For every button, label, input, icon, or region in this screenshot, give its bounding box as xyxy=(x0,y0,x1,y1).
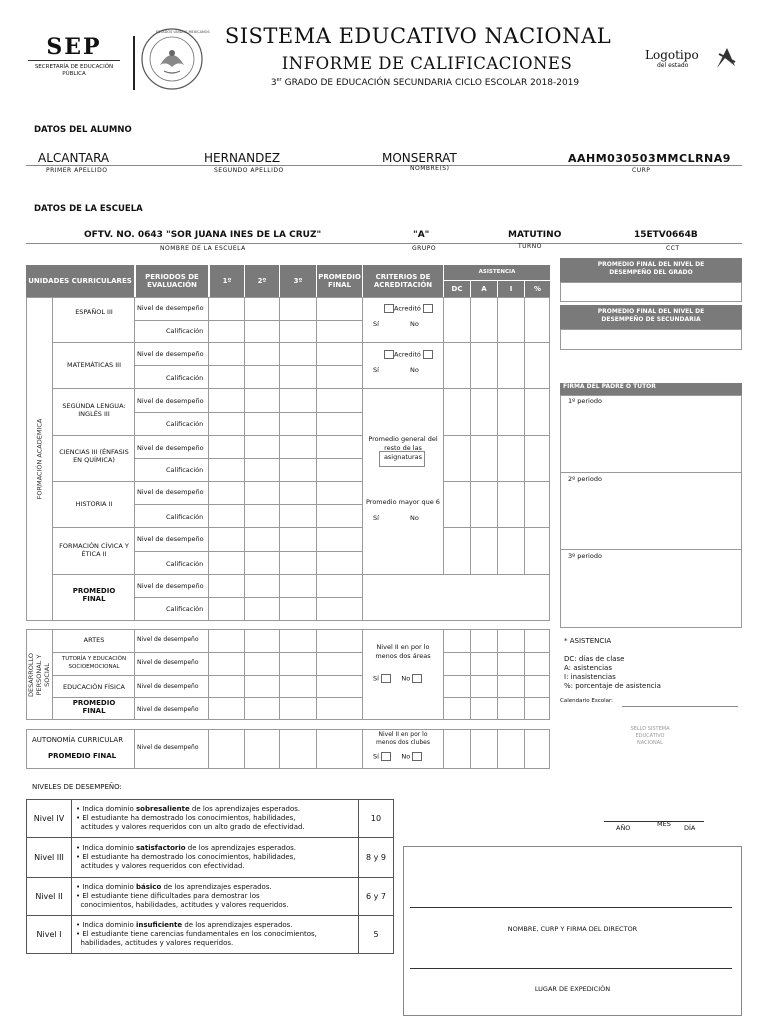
grade-suffix: er xyxy=(276,77,282,83)
no-checkbox[interactable] xyxy=(412,674,422,683)
subject-history: HISTORIA II xyxy=(75,500,113,508)
levels-table xyxy=(26,799,394,954)
no-label: No xyxy=(401,674,411,683)
name-caption: NOMBRE(S) xyxy=(410,165,450,172)
header-dc: DC xyxy=(444,281,470,297)
group-caption: GRUPO xyxy=(412,245,437,252)
row-grade: Calificación xyxy=(166,513,204,521)
date-day: DÍA xyxy=(684,824,696,832)
level-description: • Indica dominio básico de los aprendizajes esperados. • El estudiante tiene dificultades para demostrar los conocimientos, habilidades, actitudes y valores requeridos. xyxy=(72,878,359,916)
date-year: AÑO xyxy=(616,824,631,832)
curp-value: AAHM030503MMCLRNA9 xyxy=(568,152,731,165)
signature-header: FIRMA DEL PADRE O TUTOR xyxy=(560,383,742,395)
attendance-legend-title: * ASISTENCIA xyxy=(564,637,612,645)
second-surname-value: HERNANDEZ xyxy=(204,151,281,165)
header-p3: 3º xyxy=(280,265,316,297)
stamp-text: SELLO SISTEMA EDUCATIVO NACIONAL xyxy=(630,726,670,746)
level-score: 5 xyxy=(359,916,394,954)
sep-logo-text: SEP xyxy=(46,34,102,60)
school-underline xyxy=(26,243,742,244)
school-section-title: DATOS DE LA ESCUELA xyxy=(34,204,143,214)
sep-name: SECRETARÍA DE EDUCACIÓN PÚBLICA xyxy=(34,64,114,77)
grade-text: GRADO DE EDUCACIÓN SECUNDARIA CICLO ESCOLAR 2018-2019 xyxy=(281,78,580,88)
attendance-pct: %: porcentaje de asistencia xyxy=(564,682,661,690)
level-description: • Indica dominio insuficiente de los aprendizajes esperados. • El estudiante tiene carencias fundamentales en los conocimientos, habilidades, actitudes y valores requeridos. xyxy=(72,916,359,954)
no-checkbox[interactable] xyxy=(412,752,422,761)
academic-group-label xyxy=(30,300,48,618)
credited-checkbox-alt[interactable] xyxy=(423,304,433,313)
level2-clubs-label: Nivel II en por lo menos dos clubes xyxy=(376,731,430,746)
level-description: • Indica dominio satisfactorio de los aprendizajes esperados. • El estudiante ha demostrado los conocimientos, habilidades, actitudes y valores requeridos con efectividad. xyxy=(72,838,359,878)
attendance-i: I: inasistencias xyxy=(564,673,616,681)
personal-final-average: PROMEDIO FINAL xyxy=(72,699,116,715)
national-seal xyxy=(140,27,210,91)
no-label: No xyxy=(410,514,419,522)
row-grade: Calificación xyxy=(166,466,204,474)
credited-checkbox[interactable] xyxy=(384,350,394,359)
student-underline xyxy=(26,165,742,166)
cct-caption: CCT xyxy=(666,245,680,252)
row-level: Nivel de desempeño xyxy=(137,744,199,751)
page-subtitle: INFORME DE CALIFICACIONES xyxy=(281,54,573,73)
subject-final-average: PROMEDIO FINAL xyxy=(72,587,116,603)
sep-logo xyxy=(28,36,120,78)
yes-label: Sí xyxy=(373,320,379,328)
cct-value: 15ETV0664B xyxy=(634,230,698,240)
level-score: 8 y 9 xyxy=(359,838,394,878)
curp-caption: CURP xyxy=(632,167,651,174)
row-grade: Calificación xyxy=(166,374,204,382)
avg-rest-label: Promedio general del resto de las asignaturas xyxy=(368,435,438,461)
no-label: No xyxy=(410,366,419,374)
header-a: A xyxy=(471,281,497,297)
yes-label: Sí xyxy=(373,366,379,374)
no-label: No xyxy=(401,752,411,761)
shift-value: MATUTINO xyxy=(508,230,562,240)
subject-civics: FORMACIÓN CÍVICA Y ÉTICA II xyxy=(59,542,129,558)
date-month: MES xyxy=(657,820,671,828)
academic-group-text: FORMACIÓN ACADÉMICA xyxy=(35,418,44,500)
header-periods: PERIODOS DE EVALUACIÓN xyxy=(136,265,208,297)
autonomy-block xyxy=(26,729,550,769)
subject-math: MATEMÁTICAS III xyxy=(67,361,121,369)
level-row xyxy=(27,838,394,878)
calendar-line xyxy=(622,706,738,707)
attendance-a: A: asistencias xyxy=(564,664,612,672)
row-level: Nivel de desempeño xyxy=(137,582,204,590)
header-p1: 1º xyxy=(210,265,244,297)
level-row xyxy=(27,878,394,916)
avg-rest-box[interactable] xyxy=(379,451,425,467)
autonomy-label: AUTONOMÍA CURRICULAR xyxy=(32,736,124,744)
shift-caption: TURNO xyxy=(518,243,542,250)
student-section-title: DATOS DEL ALUMNO xyxy=(34,125,132,135)
subject-tutoring: TUTORÍA Y EDUCACIÓN SOCIOEMOCIONAL xyxy=(61,656,127,670)
state-logo-icon xyxy=(713,46,739,72)
yes-checkbox[interactable] xyxy=(381,674,391,683)
levels-title: NIVELES DE DESEMPEÑO: xyxy=(32,783,122,791)
school-name-value: OFTV. NO. 0643 "SOR JUANA INES DE LA CRUZ" xyxy=(84,230,322,240)
row-level: Nivel de desempeño xyxy=(137,535,204,543)
subject-arts: ARTES xyxy=(83,636,105,644)
criteria-spanish xyxy=(384,304,433,313)
final-grade-level-header: PROMEDIO FINAL DEL NIVEL DE DESEMPEÑO DEL GRADO xyxy=(560,258,742,282)
sep-logo-rule xyxy=(28,60,120,61)
credited-checkbox[interactable] xyxy=(384,304,394,313)
header-attendance: ASISTENCIA xyxy=(444,265,550,280)
personal-group-text: DESARROLLO PERSONAL Y SOCIAL xyxy=(27,652,51,697)
row-level: Nivel de desempeño xyxy=(137,444,204,452)
second-surname-caption: SEGUNDO APELLIDO xyxy=(214,167,284,174)
date-line xyxy=(604,821,704,822)
school-name-caption: NOMBRE DE LA ESCUELA xyxy=(160,245,246,252)
credited-label: Acreditó xyxy=(394,304,421,313)
autonomy-average: PROMEDIO FINAL xyxy=(48,752,117,760)
header-average: PROMEDIO FINAL xyxy=(317,265,362,297)
header-divider xyxy=(133,36,135,90)
row-level: Nivel de desempeño xyxy=(137,659,199,666)
level-name: Nivel II xyxy=(27,878,72,916)
row-level: Nivel de desempeño xyxy=(137,397,204,405)
period3-label: 3º periodo xyxy=(568,552,602,560)
subject-english: SEGUNDA LENGUA: INGLÉS III xyxy=(62,402,126,418)
avg-gt6-label: Promedio mayor que 6 xyxy=(366,498,440,506)
subject-science: CIENCIAS III (ÉNFASIS EN QUÍMICA) xyxy=(59,448,129,464)
no-label: No xyxy=(410,320,419,328)
signature-box xyxy=(560,395,742,628)
row-grade: Calificación xyxy=(166,605,204,613)
yes-label: Sí xyxy=(373,514,379,522)
yes-label: Sí xyxy=(373,752,379,761)
row-level: Nivel de desempeño xyxy=(137,304,204,312)
attendance-dc: DC: días de clase xyxy=(564,655,625,663)
yes-checkbox[interactable] xyxy=(381,752,391,761)
row-grade: Calificación xyxy=(166,420,204,428)
level-score: 10 xyxy=(359,800,394,838)
group-value: "A" xyxy=(413,230,430,240)
name-value: MONSERRAT xyxy=(382,151,457,165)
subject-spanish: ESPAÑOL III xyxy=(75,308,113,316)
row-level: Nivel de desempeño xyxy=(137,488,204,496)
level-name: Nivel III xyxy=(27,838,72,878)
calendar-label: Calendario Escolar: xyxy=(560,698,614,704)
header-criteria: CRITERIOS DE ACREDITACIÓN xyxy=(363,265,443,297)
personal-group-label xyxy=(28,630,50,719)
row-level: Nivel de desempeño xyxy=(137,636,199,643)
credited-label: Acreditó xyxy=(394,350,421,359)
row-level: Nivel de desempeño xyxy=(137,350,204,358)
header-units: UNIDADES CURRICULARES xyxy=(26,265,134,297)
place-label: LUGAR DE EXPEDICIÓN xyxy=(534,985,611,993)
row-grade: Calificación xyxy=(166,327,204,335)
first-surname-value: ALCANTARA xyxy=(38,151,110,165)
director-label: NOMBRE, CURP Y FIRMA DEL DIRECTOR xyxy=(507,925,638,933)
credited-checkbox-alt[interactable] xyxy=(423,350,433,359)
state-logo-sub: del estado xyxy=(657,62,689,69)
level-score: 6 y 7 xyxy=(359,878,394,916)
level-name: Nivel IV xyxy=(27,800,72,838)
final-secondary-level-box[interactable] xyxy=(560,329,742,350)
criteria-math xyxy=(384,350,433,359)
state-logo xyxy=(643,46,743,76)
grade-line xyxy=(235,77,615,88)
level2-areas-label: Nivel II en por lo menos dos áreas xyxy=(375,643,431,660)
header-i: I xyxy=(498,281,524,297)
seal-text: ESTADOS UNIDOS MEXICANOS xyxy=(156,30,210,34)
state-logo-text: Logotipo xyxy=(645,48,699,62)
level-row xyxy=(27,916,394,954)
header-p2: 2º xyxy=(245,265,279,297)
final-secondary-level-header: PROMEDIO FINAL DEL NIVEL DE DESEMPEÑO DE SECUNDARIA xyxy=(560,305,742,329)
row-grade: Calificación xyxy=(166,560,204,568)
subject-pe: EDUCACIÓN FÍSICA xyxy=(63,683,125,691)
row-level: Nivel de desempeño xyxy=(137,706,199,713)
place-line[interactable] xyxy=(410,968,732,969)
period1-label: 1º periodo xyxy=(568,397,602,405)
row-level: Nivel de desempeño xyxy=(137,683,199,690)
autonomy-yes-no xyxy=(373,752,422,761)
level-row xyxy=(27,800,394,838)
final-grade-level-box[interactable] xyxy=(560,282,742,302)
yes-label: Sí xyxy=(373,674,379,683)
personal-yes-no xyxy=(373,674,422,683)
level-name: Nivel I xyxy=(27,916,72,954)
header-pct: % xyxy=(525,281,550,297)
period2-label: 2º periodo xyxy=(568,475,602,483)
director-signature-line[interactable] xyxy=(410,907,732,908)
first-surname-caption: PRIMER APELLIDO xyxy=(46,167,108,174)
level-description: • Indica dominio sobresaliente de los aprendizajes esperados. • El estudiante ha demostrado los conocimientos, habilidades, actitudes y valores requeridos con un alto grado de efectividad. xyxy=(72,800,359,838)
page-title: SISTEMA EDUCATIVO NACIONAL xyxy=(224,24,612,48)
grade-number: 3 xyxy=(270,78,277,88)
